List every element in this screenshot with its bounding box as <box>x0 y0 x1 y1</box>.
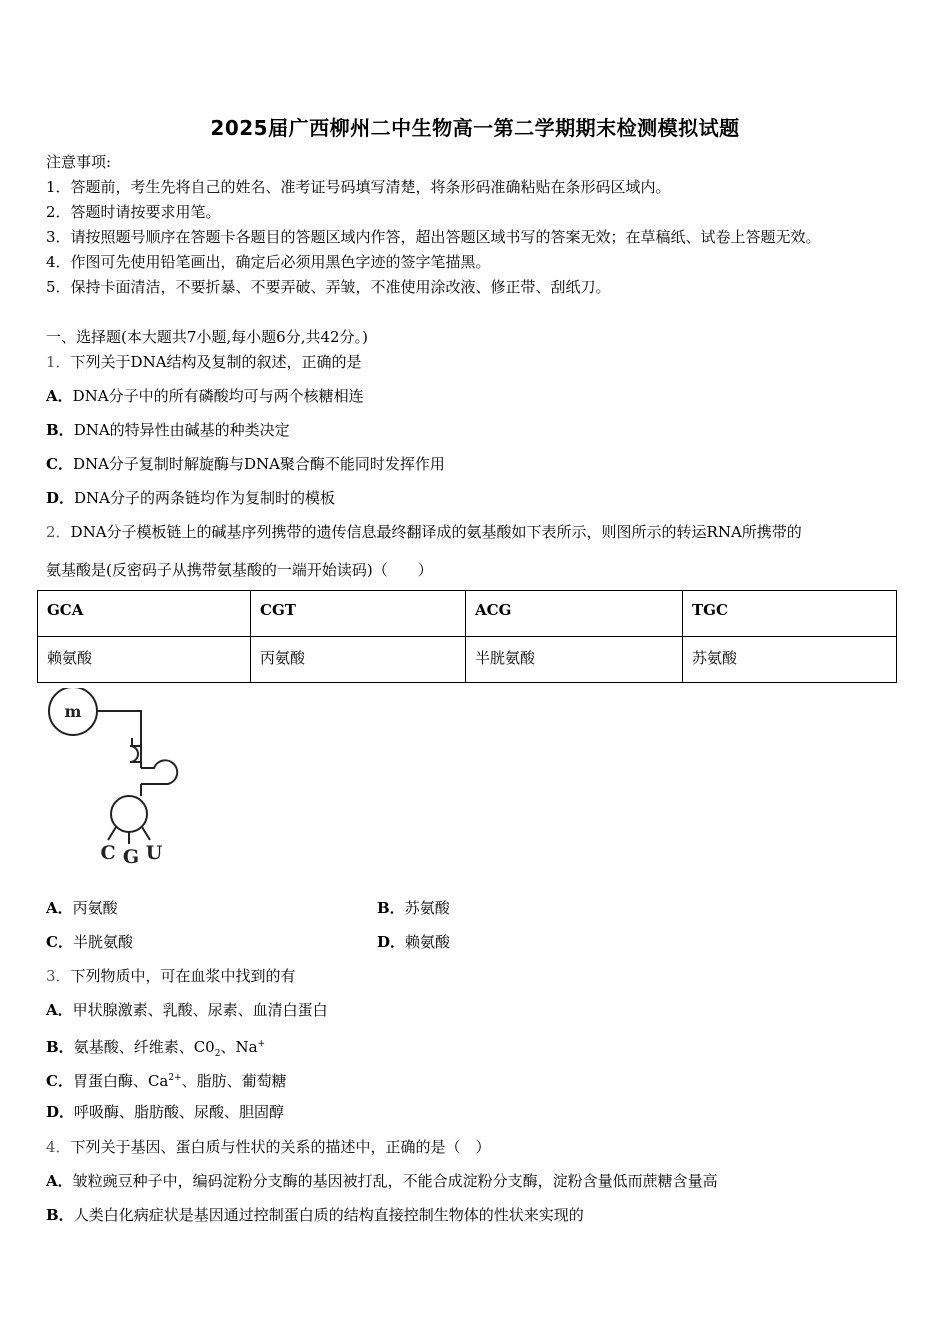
notes-item-4: 4．作图可先使用铅笔画出，确定后必须用黑色字迹的签字笔描黑。 <box>46 253 491 271</box>
q3-option-c <box>46 1068 287 1091</box>
superscript: + <box>257 1039 266 1049</box>
table-row <box>38 591 897 637</box>
table-cell: TGC <box>683 591 897 637</box>
codon-table <box>37 590 897 683</box>
option-label: B． <box>46 1038 74 1056</box>
option-text: 、脂肪、葡萄糖 <box>181 1072 287 1090</box>
notes-item-5: 5．保持卡面清洁，不要折暴、不要弄破、弄皱，不准使用涂改液、修正带、刮纸刀。 <box>46 278 611 296</box>
q3-option-d <box>46 1102 284 1122</box>
option-label: B． <box>46 421 74 439</box>
notes-heading: 注意事项: <box>46 153 112 171</box>
table-cell: 赖氨酸 <box>38 637 251 683</box>
q3-option-b <box>46 1034 265 1064</box>
question-2 <box>46 522 802 542</box>
q2-option-a <box>46 898 118 918</box>
subscript: 2 <box>214 1049 221 1059</box>
table-cell: CGT <box>251 591 466 637</box>
option-label: C． <box>46 933 73 951</box>
base-tick <box>108 827 116 840</box>
q2-option-c <box>46 932 133 952</box>
notes-item-2: 2．答题时请按要求用笔。 <box>46 203 221 221</box>
option-text: 、Na <box>220 1038 258 1056</box>
anticodon-loop <box>111 796 147 832</box>
option-label: A． <box>46 1172 73 1190</box>
table-cell: 苏氨酸 <box>683 637 897 683</box>
option-text: DNA分子复制时解旋酶与DNA聚合酶不能同时发挥作用 <box>72 455 445 473</box>
option-text: 苏氨酸 <box>404 899 450 917</box>
t-loop <box>141 760 177 784</box>
d-loop <box>130 746 141 762</box>
question-3 <box>46 966 296 986</box>
option-text: 呼吸酶、脂肪酸、尿酸、胆固醇 <box>74 1103 285 1121</box>
question-number: 4． <box>46 1138 71 1156</box>
table-row <box>38 637 897 683</box>
q2-option-b <box>377 898 450 918</box>
question-stem: 下列关于DNA结构及复制的叙述，正确的是 <box>70 353 362 371</box>
option-text: 赖氨酸 <box>405 933 451 951</box>
table-cell: 半胱氨酸 <box>466 637 683 683</box>
circle-label: m <box>64 702 82 721</box>
base-label-3: U <box>145 842 163 864</box>
question-number: 3． <box>46 967 71 985</box>
notes-item-1: 1．答题前，考生先将自己的姓名、准考证号码填写清楚，将条形码准确粘贴在条形码区域内。 <box>46 178 671 196</box>
option-label: B． <box>377 899 405 917</box>
question-number: 1． <box>46 353 71 371</box>
table-cell: 丙氨酸 <box>251 637 466 683</box>
q1-option-c <box>46 454 445 474</box>
superscript: 2+ <box>168 1073 182 1083</box>
exam-title: 2025届广西柳州二中生物高一第二学期期末检测模拟试题 <box>210 116 740 140</box>
option-text: 胃蛋白酶、Ca <box>72 1072 169 1090</box>
option-label: C． <box>46 455 73 473</box>
question-2-cont: 氨基酸是(反密码子从携带氨基酸的一端开始读码)（ ） <box>46 561 433 579</box>
option-label: A． <box>46 899 73 917</box>
q3-option-a <box>46 1000 328 1020</box>
option-label: A． <box>46 387 73 405</box>
q1-option-a <box>46 386 364 406</box>
option-text: DNA分子的两条链均作为复制时的模板 <box>74 489 336 507</box>
option-text: 皱粒豌豆种子中，编码淀粉分支酶的基因被打乱，不能合成淀粉分支酶，淀粉含量低而蔗糖含量高 <box>72 1172 718 1190</box>
option-label: D． <box>377 933 406 951</box>
option-label: A． <box>46 1001 73 1019</box>
question-stem: DNA分子模板链上的碱基序列携带的遗传信息最终翻译成的氨基酸如下表所示，则图所示的转运RNA所携带的 <box>70 523 802 541</box>
q1-option-b <box>46 420 290 440</box>
acceptor-stem <box>97 711 141 763</box>
option-label: D． <box>46 1103 75 1121</box>
question-4 <box>46 1137 491 1157</box>
section-heading: 一、选择题(本大题共7小题,每小题6分,共42分。) <box>46 328 368 346</box>
trna-figure <box>38 688 188 868</box>
option-label: D． <box>46 489 75 507</box>
option-label: B． <box>46 1206 74 1224</box>
q4-option-b <box>46 1205 584 1225</box>
q2-option-d <box>377 932 450 952</box>
option-text: 半胱氨酸 <box>72 933 133 951</box>
table-cell: ACG <box>466 591 683 637</box>
notes-item-3: 3．请按照题号顺序在答题卡各题目的答题区域内作答，超出答题区域书写的答案无效；在草稿纸、试卷上答题无效。 <box>46 228 821 246</box>
q4-option-a <box>46 1171 718 1191</box>
option-text: DNA分子中的所有磷酸均可与两个核糖相连 <box>72 387 364 405</box>
question-stem: 下列物质中，可在血浆中找到的有 <box>70 967 296 985</box>
option-text: 人类白化病症状是基因通过控制蛋白质的结构直接控制生物体的性状来实现的 <box>73 1206 584 1224</box>
option-text: 氨基酸、纤维素、C0 <box>73 1038 215 1056</box>
question-stem: 下列关于基因、蛋白质与性状的关系的描述中，正确的是（ ） <box>70 1138 491 1156</box>
q1-option-d <box>46 488 335 508</box>
base-tick <box>142 827 150 840</box>
base-label-1: C <box>100 842 116 864</box>
table-cell: GCA <box>38 591 251 637</box>
question-1 <box>46 352 362 372</box>
base-label-2: G <box>122 846 140 868</box>
option-text: 丙氨酸 <box>72 899 118 917</box>
question-number: 2． <box>46 523 71 541</box>
option-text: DNA的特异性由碱基的种类决定 <box>73 421 290 439</box>
option-text: 甲状腺激素、乳酸、尿素、血清白蛋白 <box>72 1001 328 1019</box>
option-label: C． <box>46 1072 73 1090</box>
